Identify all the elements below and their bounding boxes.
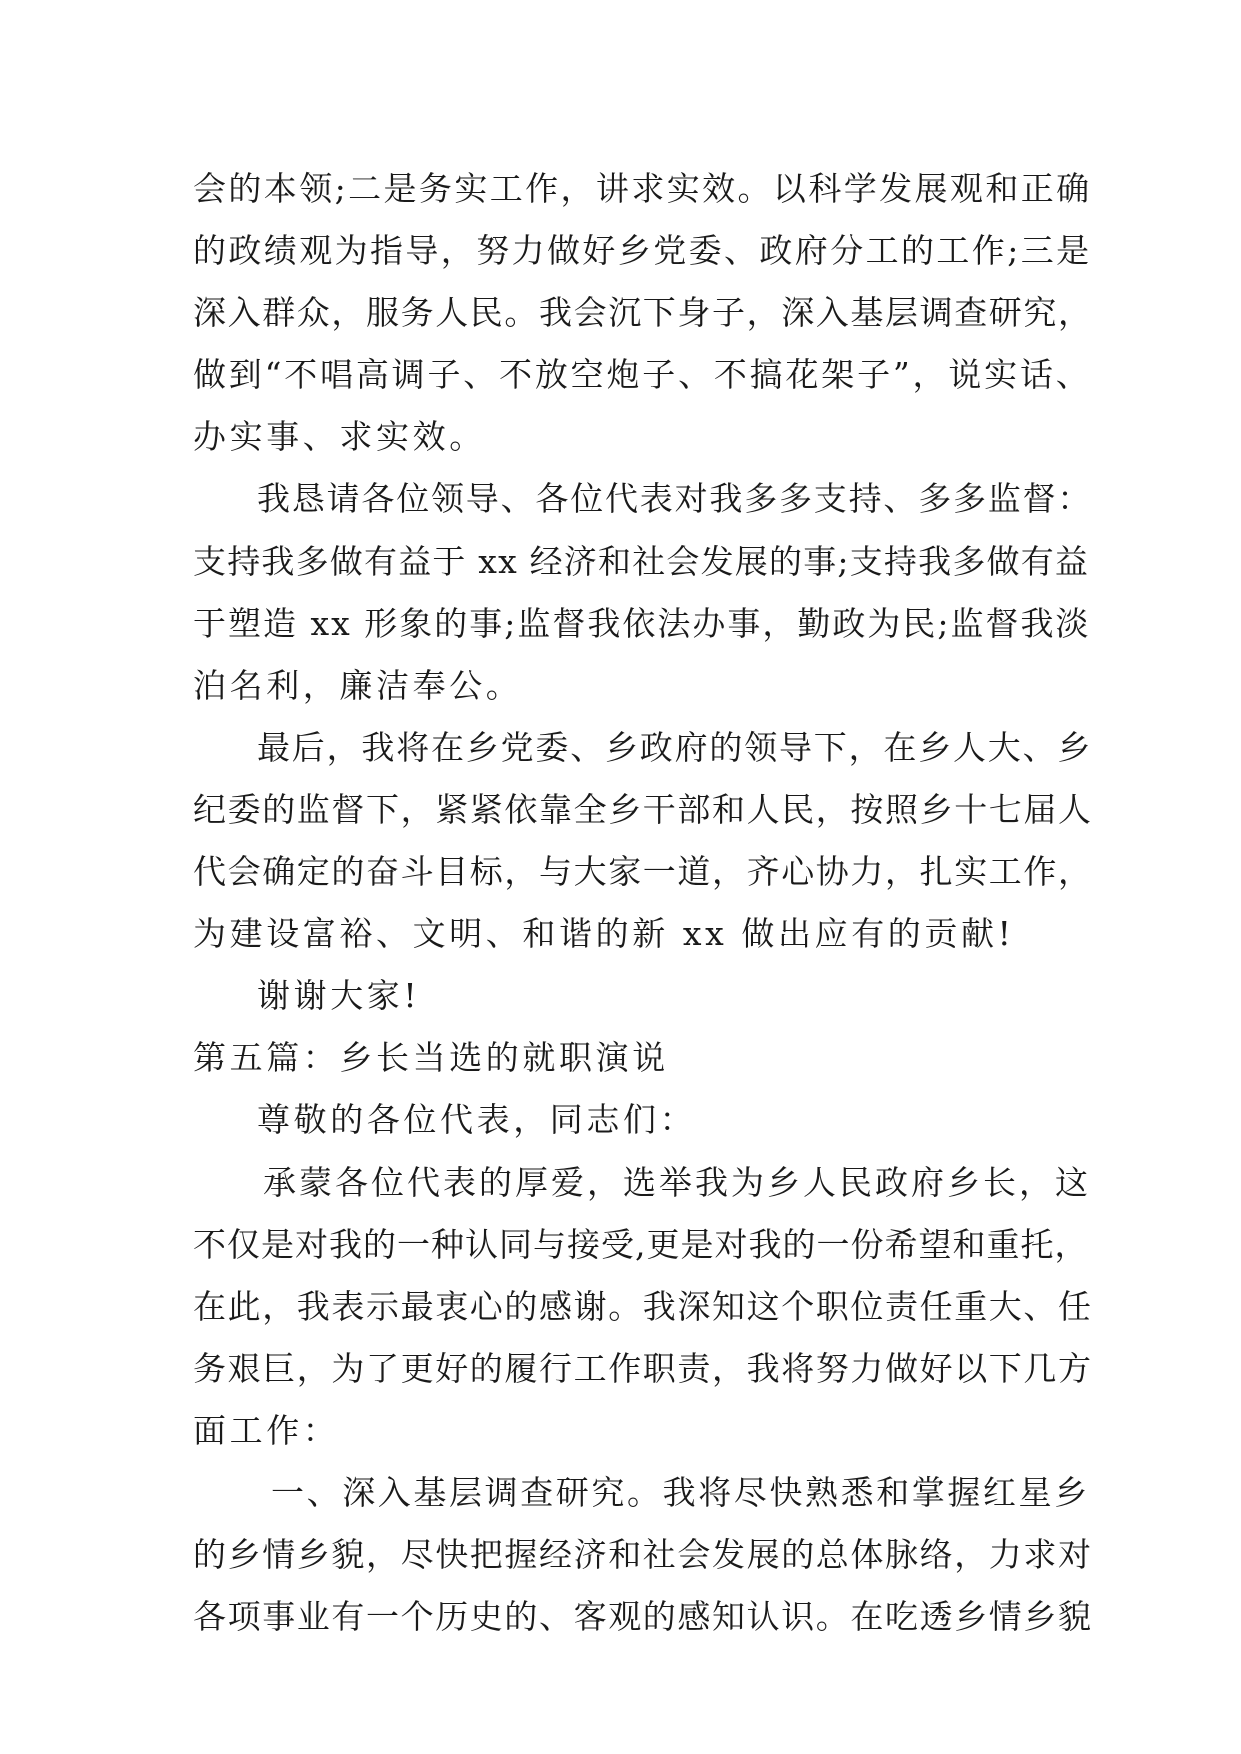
text-line: 办实事、求实效。 bbox=[193, 417, 486, 457]
text-line: 的乡情乡貌，尽快把握经济和社会发展的总体脉络，力求对 bbox=[193, 1535, 1093, 1575]
paragraph-start-line: 我恳请各位领导、各位代表对我多多支持、多多监督： bbox=[257, 479, 1093, 519]
paragraph-start-line: 最后，我将在乡党委、乡政府的领导下，在乡人大、乡 bbox=[257, 727, 1093, 767]
text-line: 面工作： bbox=[193, 1410, 340, 1450]
text-line: 会的本领;二是务实工作，讲求实效。以科学发展观和正确 bbox=[193, 169, 1092, 208]
salutation: 尊敬的各位代表，同志们： bbox=[257, 1100, 697, 1140]
text-line: 各项事业有一个历史的、客观的感知认识。在吃透乡情乡貌 bbox=[193, 1597, 1093, 1637]
text-line: 务艰巨，为了更好的履行工作职责，我将努力做好以下几方 bbox=[193, 1348, 1093, 1388]
text-line: 在此，我表示最衷心的感谢。我深知这个职位责任重大、任 bbox=[193, 1286, 1093, 1326]
paragraph-start-line: 一、深入基层调查研究。我将尽快熟悉和掌握红星乡 bbox=[271, 1472, 1090, 1512]
closing-thanks: 谢谢大家! bbox=[257, 976, 421, 1016]
text-line: 于塑造 xx 形象的事;监督我依法办事，勤政为民;监督我淡 bbox=[193, 603, 1091, 643]
text-line: 深入群众，服务人民。我会沉下身子，深入基层调查研究， bbox=[193, 293, 1093, 333]
text-line: 的政绩观为指导，努力做好乡党委、政府分工的工作;三是 bbox=[193, 231, 1092, 271]
text-line: 支持我多做有益于 xx 经济和社会发展的事;支持我多做有益 bbox=[193, 541, 1090, 581]
text-line: 纪委的监督下，紧紧依靠全乡干部和人民，按照乡十七届人 bbox=[193, 789, 1093, 829]
document-body bbox=[193, 158, 1093, 1648]
text-line: 不仅是对我的一种认同与接受,更是对我的一份希望和重托， bbox=[193, 1224, 1089, 1264]
text-line: 为建设富裕、文明、和谐的新 xx 做出应有的贡献! bbox=[193, 914, 1015, 954]
section-heading: 第五篇：乡长当选的就职演说 bbox=[193, 1038, 669, 1078]
paragraph-start-line: 承蒙各位代表的厚爱，选举我为乡人民政府乡长，这 bbox=[263, 1162, 1091, 1202]
text-line: 做到“不唱高调子、不放空炮子、不搞花架子”，说实话、 bbox=[193, 355, 1092, 395]
text-line: 代会确定的奋斗目标，与大家一道，齐心协力，扎实工作， bbox=[193, 852, 1093, 892]
text-line: 泊名利，廉洁奉公。 bbox=[193, 665, 523, 705]
